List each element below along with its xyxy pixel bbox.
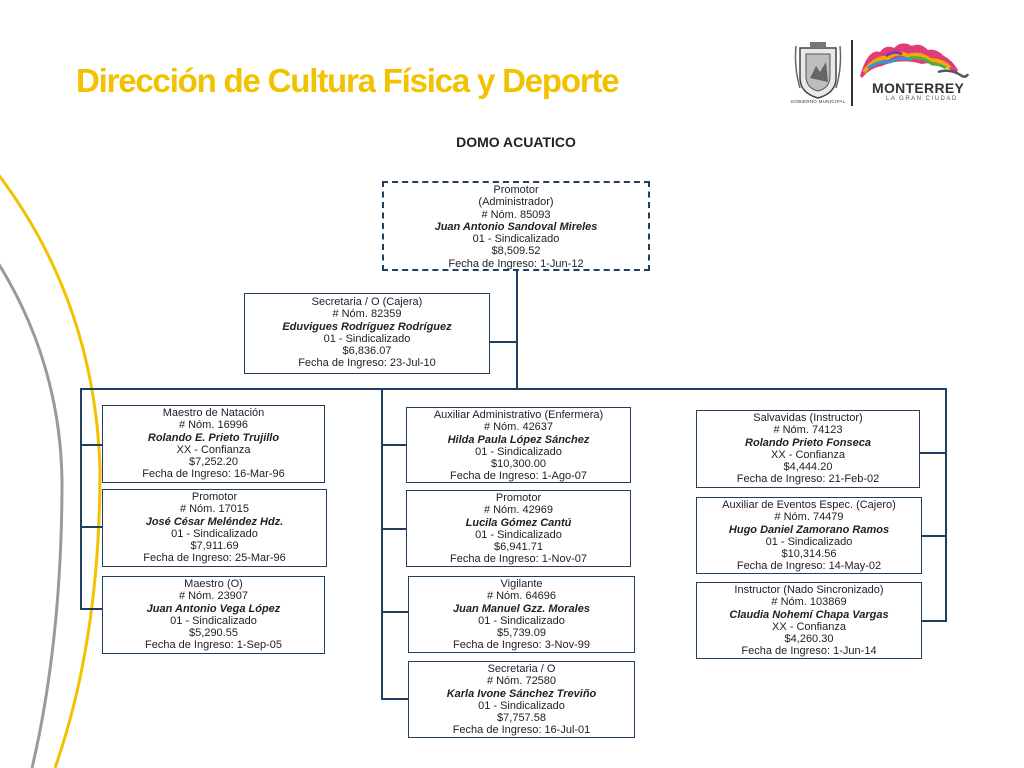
connector-left-trunk	[80, 388, 82, 610]
hire-date: Fecha de Ingreso: 1-Ago-07	[450, 470, 587, 483]
hire-date: Fecha de Ingreso: 21-Feb-02	[736, 473, 880, 486]
contract-type: 01 - Sindicalizado	[171, 527, 258, 540]
connector-right-2	[921, 535, 947, 537]
escudo-caption: GOBIERNO MUNICIPAL	[790, 99, 846, 104]
org-box-middle-4	[408, 661, 635, 738]
logo-divider	[851, 40, 853, 106]
payroll-number: # Nóm. 17015	[179, 503, 250, 516]
hire-date: Fecha de Ingreso: 1-Sep-05	[145, 639, 282, 652]
role: Maestro (O)	[184, 578, 243, 590]
monterrey-mountain-logo	[860, 43, 968, 78]
payroll-number: # Nóm. 74123	[773, 424, 843, 437]
hire-date: Fecha de Ingreso: 3-Nov-99	[453, 639, 590, 652]
payroll-number: # Nóm. 42637	[483, 421, 554, 434]
chart-subtitle: DOMO ACUATICO	[456, 134, 576, 150]
org-box-middle-3	[408, 576, 635, 653]
payroll-number: # Nóm. 74479	[774, 511, 844, 524]
connector-middle-2	[381, 528, 407, 530]
org-box-head	[382, 181, 650, 271]
connector-middle-3	[381, 611, 409, 613]
role: Auxiliar Administrativo (Enfermera)	[433, 409, 604, 421]
salary: $4,260.30	[784, 633, 834, 646]
employee-name: Hilda Paula López Sánchez	[447, 433, 590, 446]
role: Auxiliar de Eventos Espec. (Cajero)	[722, 499, 896, 511]
page-title: Dirección de Cultura Física y Deporte	[76, 62, 619, 99]
connector-left-1	[80, 444, 103, 446]
gray-arc	[0, 258, 62, 768]
hire-date: Fecha de Ingreso: 23-Jul-10	[298, 357, 436, 370]
hire-date: Fecha de Ingreso: 1-Nov-07	[450, 553, 587, 566]
org-box-left-1	[102, 405, 325, 483]
role: Secretaria / O (Cajera)	[311, 296, 423, 308]
connector-middle-trunk	[381, 388, 383, 700]
connector-right-1	[919, 452, 947, 454]
contract-type: XX - Confianza	[176, 443, 251, 456]
connector-right-3	[921, 620, 947, 622]
role-detail: (Administrador)	[478, 196, 554, 209]
contract-type: 01 - Sindicalizado	[472, 233, 560, 246]
role: Maestro de Natación	[162, 407, 265, 419]
role: Instructor (Nado Sincronizado)	[734, 584, 884, 596]
monterrey-wordmark: MONTERREY	[872, 80, 965, 96]
org-box-middle-1	[406, 407, 631, 483]
connector-secretary	[488, 341, 518, 343]
connector-middle-4	[381, 698, 409, 700]
hire-date: Fecha de Ingreso: 16-Jul-01	[452, 724, 591, 737]
payroll-number: # Nóm. 103869	[771, 596, 847, 609]
salary: $6,941.71	[494, 541, 543, 554]
role: Secretaria / O	[487, 663, 556, 675]
salary: $10,300.00	[490, 458, 547, 471]
hire-date: Fecha de Ingreso: 16-Mar-96	[142, 468, 285, 481]
hire-date: Fecha de Ingreso: 1-Jun-12	[448, 257, 584, 270]
hire-date: Fecha de Ingreso: 25-Mar-96	[143, 552, 286, 565]
contract-type: 01 - Sindicalizado	[478, 699, 565, 712]
connector-right-trunk	[945, 388, 947, 622]
salary: $5,739.09	[497, 627, 546, 640]
salary: $10,314.56	[781, 548, 837, 561]
employee-name: Eduvigues Rodríguez Rodríguez	[282, 320, 452, 333]
role: Promotor	[191, 491, 238, 503]
payroll-number: # Nóm. 16996	[178, 419, 249, 432]
coat-of-arms-logo	[796, 42, 841, 98]
employee-name: Hugo Daniel Zamorano Ramos	[728, 523, 890, 536]
employee-name: Claudia Nohemí Chapa Vargas	[729, 608, 889, 621]
payroll-number: # Nóm. 82359	[332, 308, 402, 321]
employee-name: Juan Antonio Vega López	[146, 602, 281, 615]
role: Promotor	[495, 492, 542, 504]
org-box-left-3	[102, 576, 325, 654]
employee-name: Rolando Prieto Fonseca	[745, 436, 871, 449]
salary: $7,252.20	[189, 456, 238, 469]
employee-name: Juan Antonio Sandoval Mireles	[434, 220, 598, 233]
salary: $5,290.55	[189, 627, 238, 640]
employee-name: José César Meléndez Hdz.	[145, 515, 284, 528]
logo-area	[790, 38, 990, 110]
contract-type: 01 - Sindicalizado	[323, 332, 411, 345]
employee-name: Karla Ivone Sánchez Treviño	[446, 687, 597, 700]
contract-type: 01 - Sindicalizado	[765, 535, 853, 548]
contract-type: 01 - Sindicalizado	[170, 614, 257, 627]
contract-type: 01 - Sindicalizado	[478, 614, 565, 627]
contract-type: 01 - Sindicalizado	[475, 445, 562, 458]
salary: $8,509.52	[491, 245, 541, 258]
connector-horizontal-bus	[80, 388, 947, 390]
org-box-left-2	[102, 489, 327, 567]
employee-name: Rolando E. Prieto Trujillo	[147, 431, 280, 444]
org-box-middle-2	[406, 490, 631, 567]
connector-left-3	[80, 608, 103, 610]
connector-left-2	[80, 526, 103, 528]
org-box-right-3	[696, 582, 922, 659]
monterrey-tagline: LA GRAN CIUDAD	[886, 96, 958, 102]
contract-type: 01 - Sindicalizado	[475, 528, 562, 541]
employee-name: Juan Manuel Gzz. Morales	[453, 602, 590, 615]
contract-type: XX - Confianza	[771, 448, 845, 461]
payroll-number: # Nóm. 85093	[481, 208, 551, 221]
hire-date: Fecha de Ingreso: 1-Jun-14	[741, 645, 877, 658]
salary: $7,911.69	[190, 540, 239, 553]
employee-name: Lucila Gómez Cantú	[465, 516, 572, 529]
salary: $7,757.58	[497, 712, 546, 725]
salary: $4,444.20	[783, 461, 833, 474]
salary: $6,836.07	[342, 345, 392, 358]
payroll-number: # Nóm. 64696	[486, 590, 557, 603]
org-box-secretary	[244, 293, 490, 374]
role: Salvavidas (Instructor)	[753, 412, 863, 424]
payroll-number: # Nóm. 23907	[178, 590, 249, 603]
contract-type: XX - Confianza	[772, 620, 846, 633]
payroll-number: # Nóm. 72580	[486, 675, 557, 688]
org-box-right-1	[696, 410, 920, 488]
payroll-number: # Nóm. 42969	[483, 504, 554, 517]
hire-date: Fecha de Ingreso: 14-May-02	[736, 560, 882, 573]
role: Promotor	[493, 184, 539, 196]
connector-head-down	[516, 270, 518, 388]
org-box-right-2	[696, 497, 922, 574]
connector-middle-1	[381, 444, 407, 446]
role: Vigilante	[500, 578, 543, 590]
